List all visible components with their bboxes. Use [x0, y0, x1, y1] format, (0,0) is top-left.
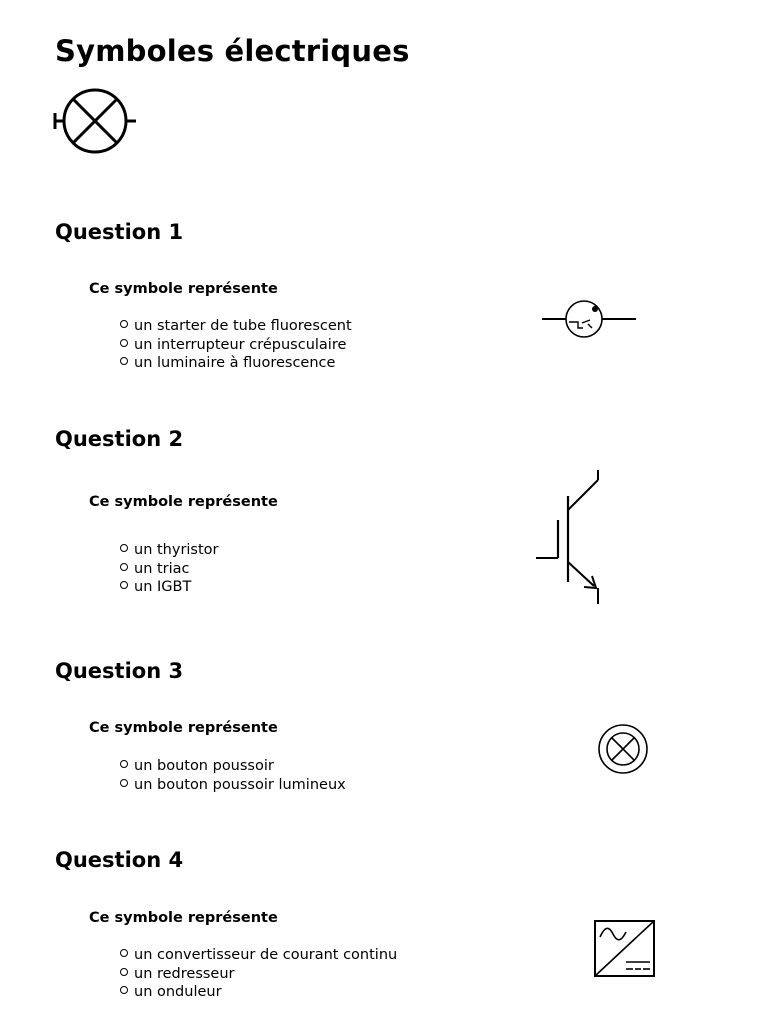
answer-option[interactable]: un triac — [120, 560, 219, 579]
question-heading: Question 2 — [55, 427, 184, 451]
answer-options — [120, 757, 346, 794]
radio-circle-icon[interactable] — [120, 544, 128, 552]
radio-circle-icon[interactable] — [120, 581, 128, 589]
question-prompt: Ce symbole représente — [89, 494, 278, 510]
answer-option[interactable]: un bouton poussoir — [120, 757, 346, 776]
twilight-switch-symbol-icon — [542, 298, 638, 340]
igbt-symbol-icon — [534, 470, 604, 606]
radio-circle-icon[interactable] — [120, 968, 128, 976]
radio-circle-icon[interactable] — [120, 320, 128, 328]
question-prompt: Ce symbole représente — [89, 910, 278, 926]
question-heading: Question 1 — [55, 220, 184, 244]
answer-options — [120, 946, 397, 1002]
question-heading: Question 4 — [55, 848, 184, 872]
answer-option[interactable]: un thyristor — [120, 541, 219, 560]
question-prompt: Ce symbole représente — [89, 720, 278, 736]
answer-option[interactable]: un luminaire à fluorescence — [120, 354, 352, 373]
radio-circle-icon[interactable] — [120, 949, 128, 957]
question-heading: Question 3 — [55, 659, 184, 683]
radio-circle-icon[interactable] — [120, 760, 128, 768]
answer-options — [120, 317, 352, 373]
radio-circle-icon[interactable] — [120, 986, 128, 994]
illuminated-push-button-symbol-icon — [598, 724, 650, 776]
radio-circle-icon[interactable] — [120, 339, 128, 347]
radio-circle-icon[interactable] — [120, 779, 128, 787]
page-title: Symboles électriques — [55, 34, 410, 68]
answer-option[interactable]: un interrupteur crépusculaire — [120, 336, 352, 355]
converter-symbol-icon — [594, 920, 656, 978]
question-prompt: Ce symbole représente — [89, 281, 278, 297]
answer-option[interactable]: un onduleur — [120, 983, 397, 1002]
answer-option[interactable]: un IGBT — [120, 578, 219, 597]
answer-options — [120, 541, 219, 597]
answer-option[interactable]: un bouton poussoir lumineux — [120, 776, 346, 795]
radio-circle-icon[interactable] — [120, 563, 128, 571]
radio-circle-icon[interactable] — [120, 357, 128, 365]
answer-option[interactable]: un redresseur — [120, 965, 397, 984]
answer-option[interactable]: un starter de tube fluorescent — [120, 317, 352, 336]
lamp-symbol-icon — [55, 88, 137, 156]
answer-option[interactable]: un convertisseur de courant continu — [120, 946, 397, 965]
